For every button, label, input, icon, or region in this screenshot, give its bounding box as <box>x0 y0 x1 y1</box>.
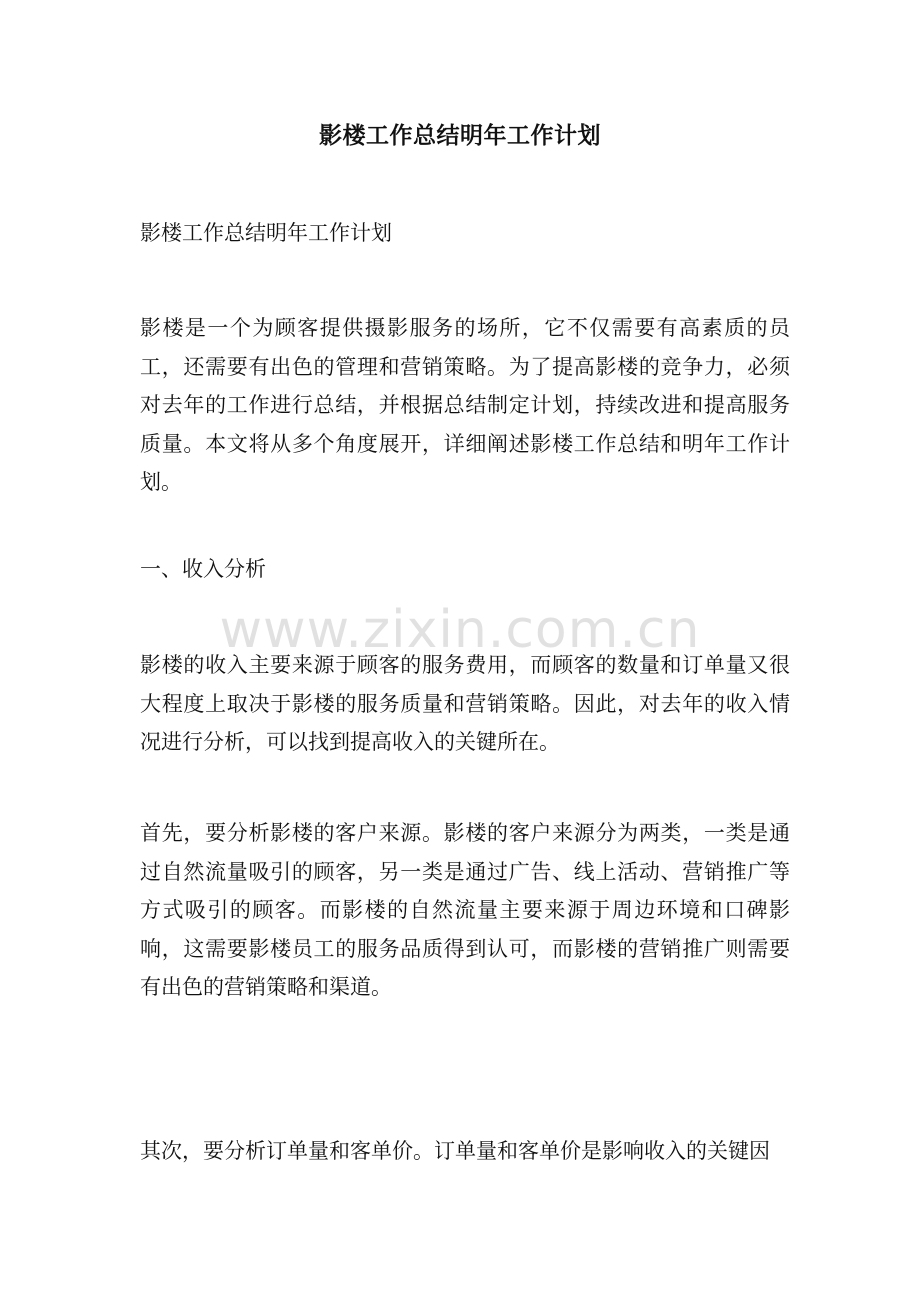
watermark: www.zixin.com.cn <box>219 600 701 660</box>
order-volume-paragraph: 其次，要分析订单量和客单价。订单量和客单价是影响收入的关键因 <box>140 1139 770 1163</box>
document-title: 影楼工作总结明年工作计划 <box>319 122 601 149</box>
income-paragraph: 影楼的收入主要来源于顾客的服务费用，而顾客的数量和订单量又很大程度上取决于影楼的服务质量和营销策略。因此，对去年的收入情况进行分析，可以找到提高收入的关键所在。 <box>140 653 790 754</box>
document-subtitle: 影楼工作总结明年工作计划 <box>140 221 392 245</box>
customer-source-paragraph: 首先，要分析影楼的客户来源。影楼的客户来源分为两类，一类是通过自然流量吸引的顾客，另一类是通过广告、线上活动、营销推广等方式吸引的顾客。而影楼的自然流量主要来源于周边环境和口碑影响，这需要影楼员工的服务品质得到认可，而影楼的营销推广则需要有出色的营销策略和渠道。 <box>140 821 790 999</box>
intro-paragraph: 影楼是一个为顾客提供摄影服务的场所，它不仅需要有高素质的员工，还需要有出色的管理和营销策略。为了提高影楼的竞争力，必须对去年的工作进行总结，并根据总结制定计划，持续改进和提高服务质量。本文将从多个角度展开，详细阐述影楼工作总结和明年工作计划。 <box>140 316 790 494</box>
section-heading-income: 一、收入分析 <box>140 557 266 581</box>
